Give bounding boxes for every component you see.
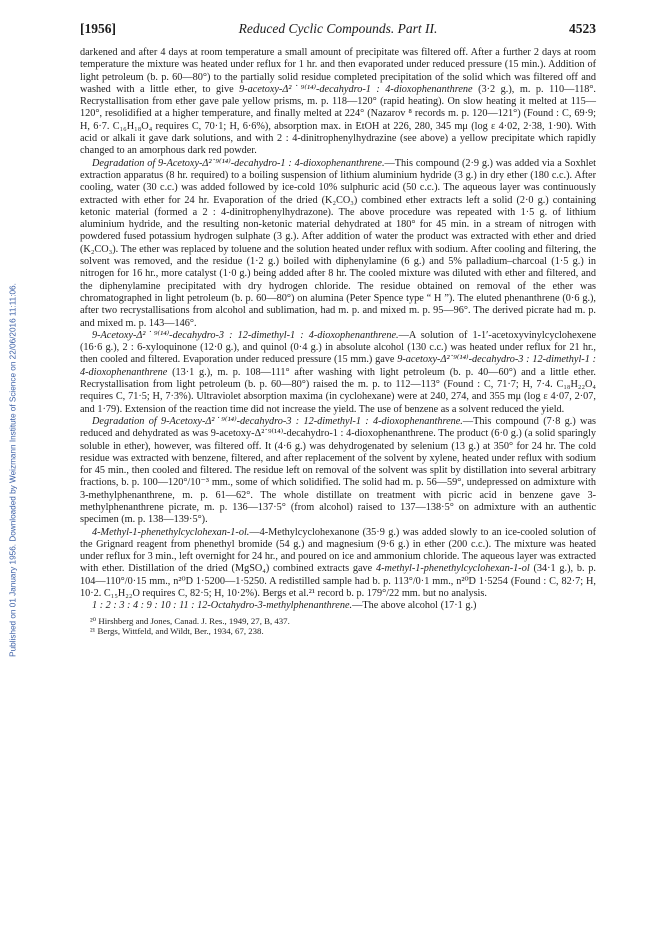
footnote-20: ²⁰ Hirshberg and Jones, Canad. J. Res., 1949, 27, B, 437.: [90, 615, 290, 626]
compound-name: 9-acetoxy-Δ²˙⁹⁽¹⁴⁾-decahydro-1 : 4-dioxophenanthrene: [239, 83, 473, 95]
section-heading: Degradation of 9-Acetoxy-Δ²˙⁹⁽¹⁴⁾-decahydro-1 : 4-dioxophenanthrene.: [92, 157, 385, 169]
paragraph-cyclohexanol: [80, 527, 596, 601]
section-heading: 4-Methyl-1-phenethylcyclohexan-1-ol.: [92, 526, 250, 538]
paragraph-degradation-2: [80, 416, 596, 527]
header-title: Reduced Cyclic Compounds. Part II.: [238, 21, 438, 36]
watermark-text: Published on 01 January 1956. Downloaded by Weizmann Institute of Science on 22/06/2016 11:11:06.: [8, 283, 18, 657]
text-run: —4-Methylcyclohexanone (35·9 g.) was added slowly to an ice-cooled solution of the Grignard reagent from phenethyl bromide (54 g.) and magnesium (9·6 g.) in ether (200 c.c.). The mixture was heated under reflux for 3 min., left overnight for 24 hr., and poured on ice and ammonium chloride. The aqueous layer was extracted with ether. Distillation of the dried (MgSO₄) combined extracts gave: [80, 526, 596, 575]
header-page-number: 4523: [569, 21, 596, 36]
paragraph-continuation: [80, 47, 596, 158]
running-header: [80, 21, 596, 39]
compound-name: 9-acetoxy-Δ²˙⁹⁽¹⁴⁾-decahydro-3 : 12-dimethyl-1 : 4-dioxophenanthrene: [80, 354, 596, 378]
text-run: —This compound (2·9 g.) was added via a Soxhlet extraction apparatus (8 hr. required) to a boiling suspension of lithium aluminium hydride (3 g.) in dry ether (180 c.c.). After cooling, water (30 c.c.) was added followed by ice-cold 10% sulphuric acid (50 c.c.). The aqueous layer was continuously extracted with ether for 24 hr. Evaporation of the dried (K₂CO₃) combined ether extracts left a solid (2·0 g.) containing ketonic material (formed a 2 : 4-dinitrophenylhydrazone). The above procedure was repeated with 1·5 g. of lithium aluminium hydride, and the resulting non-ketonic material dehydrated at 180° for 45 min. in a stream of nitrogen with powdered fused potassium hydrogen sulphate (3 g.). After addition of water the product was extracted with ether and dried (K₂CO₃). The ether was replaced by toluene and the solution heated under reflux with sodium. After cooling and filtering, the solvent was removed, and the residue (1·2 g.) boiled with diphenylamine (6 g.) and 5% palladium–charcoal (1·5 g.) in nitrogen for 16 hr., more catalyst (1·0 g.) being added after 8 hr. The cooled mixture was diluted with ether and filtered, and the diphenylamine precipitated with dry hydrogen chloride. The residue obtained on removal of the ether was chromatographed in light petroleum (b. p. 60—80°) on alumina (Peter Spence type “ H ”). The eluted phenanthrene (0·6 g.), after two recrystallisations from alcohol and sublimation, had m. p. and mixed m. p. 95—96°. The derived picrate had m. p. and mixed m. p. 143—146°.: [80, 157, 596, 329]
compound-name: 4-methyl-1-phenethylcyclohexan-1-ol: [376, 563, 530, 575]
paragraph-octahydro: [80, 600, 596, 612]
body-text: [80, 47, 596, 613]
paragraph-degradation-1: [80, 158, 596, 330]
section-heading: 1 : 2 : 3 : 4 : 9 : 10 : 11 : 12-Octahydro-3-methylphenanthrene.: [92, 600, 353, 612]
text-run: (34·1 g.), b. p. 104—110°/0·15 mm., n²⁰D 1·5200—1·5250. A redistilled sample had b. p. 113°/0·1 mm., n²⁰D 1·5254 (Found : C, 82·7; H, 10·2. C₁₅H₂₂O requires C, 82·5; H, 10·2%). Bergs et al.²¹ record b. p. 179°/22 mm. but no analysis.: [80, 563, 596, 600]
section-heading: 9-Acetoxy-Δ²˙⁹⁽¹⁴⁾-decahydro-3 : 12-dimethyl-1 : 4-dioxophenanthrene.: [92, 329, 399, 341]
footnotes: [80, 616, 596, 637]
text-run: —A solution of 1-1′-acetoxyvinylcyclohexene (16·6 g.), 2 : 6-xyloquinone (12·0 g.), and quinol (0·4 g.) in absolute alcohol (130 c.c.) was heated under reflux for 21 hr., then cooled and filtered. Evaporation under reduced pressure (15 mm.) gave: [80, 329, 596, 366]
text-run: (3·2 g.), m. p. 110—118°. Recrystallisation from ether gave pale yellow prisms, m. p. 118—120° (rapid heating). On slow heating it melted at 115—120°, resolidified at a higher temperature, and finally melted at 224° (Nazarov ⁸ records m. p. 120—121°) (Found : C, 69·9; H, 6·7. C₁₆H₁₈O₄ requires C, 70·1; H, 6·6%), absorption max. in EtOH at 226, 280, 345 mμ (log ε 4·02, 2·38, 1·90). With acid or alkali it gave dark solutions, and with 2 : 4-dinitrophenylhydrazine (see above) a yellow precipitate which rapidly changed to an amorphous dark red powder.: [80, 83, 596, 157]
download-watermark: [4, 150, 22, 790]
footnote-21: ²¹ Bergs, Wittfeld, and Wildt, Ber., 1934, 67, 238.: [90, 625, 264, 636]
header-year: [1956]: [80, 21, 116, 36]
journal-page: [80, 21, 596, 636]
paragraph-dimethyl-synthesis: [80, 330, 596, 416]
text-run: —The above alcohol (17·1 g.): [352, 600, 477, 612]
text-run: —This compound (7·8 g.) was reduced and dehydrated as was 9-acetoxy-Δ²˙⁹⁽¹⁴⁾-decahydro-1 : 4-dioxophenanthrene. The product (6·0 g.) (a solid sparingly soluble in ether), however, was filtered off. It (4·6 g.) was dehydrogenated by selenium (13 g.) at 350° for 24 hr. The cold residue was extracted with benzene, filtered, and after replacement of the solvent by xylene, heated under reflux with sodium for 45 min., then cooled and filtered. The residue left on removal of the solvent was split by distillation into several arbitrary fractions, b. p. 100—120°/10⁻³ mm., some of which solidified. The solid had m. p. 56—59°, undepressed on admixture with 3-methylphenanthrene, m. p. 61—62°. The whole distillate on treatment with picric acid in benzene gave 3-methylphenanthrene picrate, m. p. 136—137·5° (from alcohol) raised to 137—138·5° on admixture with an authentic specimen (m. p. 138—139·5°).: [80, 415, 596, 526]
text-run: (13·1 g.), m. p. 108—111° after washing with light petroleum (b. p. 40—60°) and a little ether. Recrystallisation from light petroleum (b. p. 60—80°) raised the m. p. to 112—113° (Found : C, 71·7; H, 7·4. C₁₈H₂₂O₄ requires C, 71·5; H, 7·3%). Ultraviolet absorption maxima (in cyclohexane) were at 240, 274, and 355 mμ (log ε 4·07, 2·07, and 1·79). Extension of the reaction time did not increase the yield. The use of benzene as a solvent reduced the yield.: [80, 366, 596, 415]
text-run: darkened and after 4 days at room temperature a small amount of precipitate was filtered off. After a further 2 days at room temperature the mixture was heated under reflux for 1 hr. and then evaporated under reduced pressure (15 min.). Addition of light petroleum (b. p. 60—80°) to the partially solid residue completed precipitation of the solid which was filtered off and washed with a little ether, to give: [80, 47, 596, 95]
section-heading: Degradation of 9-Acetoxy-Δ²˙⁹⁽¹⁴⁾-decahydro-3 : 12-dimethyl-1 : 4-dioxophenanthrene.: [92, 415, 463, 427]
